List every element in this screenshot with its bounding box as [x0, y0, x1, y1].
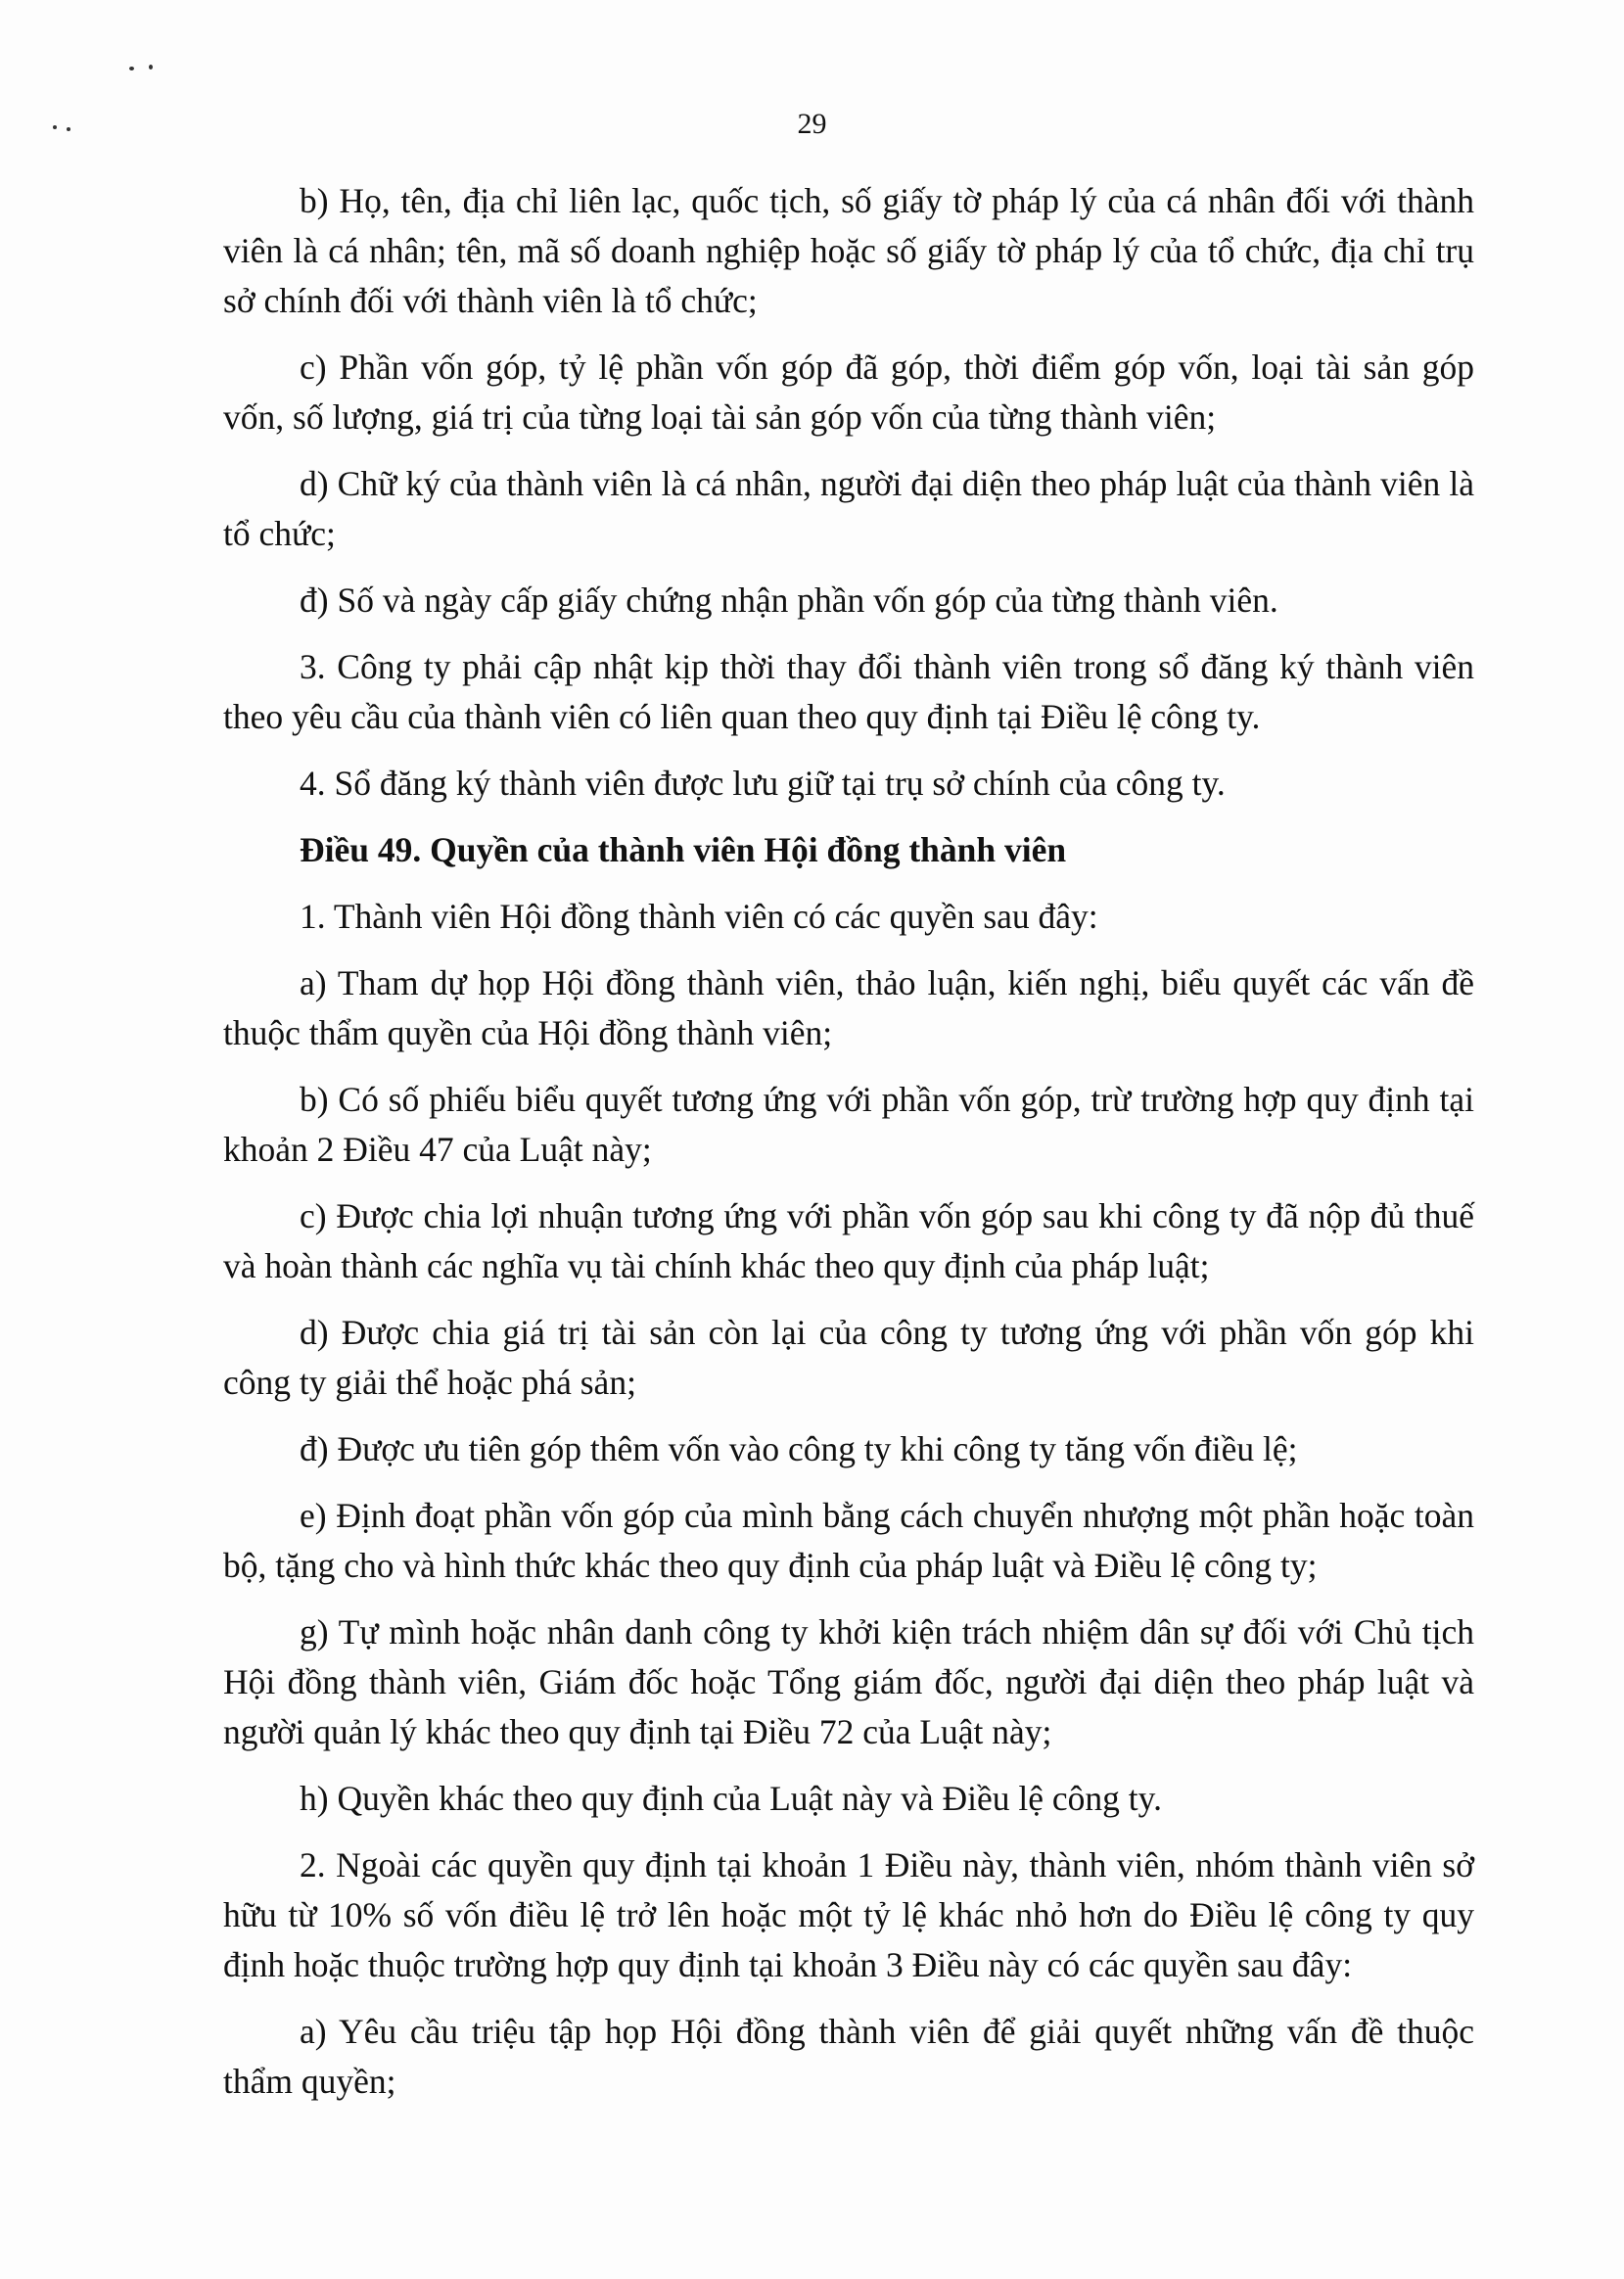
clause-3-register-update: 3. Công ty phải cập nhật kịp thời thay đổi thành viên trong sổ đăng ký thành viên theo yêu cầu của thành viên có liên quan theo quy định tại Điều lệ công ty. [223, 647, 1474, 736]
body-text [223, 176, 1474, 2123]
article-49-clause-2: 2. Ngoài các quyền quy định tại khoản 1 Điều này, thành viên, nhóm thành viên sở hữu từ 10% số vốn điều lệ trở lên hoặc một tỷ lệ khác nhỏ hơn do Điều lệ công ty quy định hoặc thuộc trường hợp quy định tại khoản 3 Điều này có các quyền sau đây: [223, 1845, 1474, 1984]
article-49-heading: Điều 49. Quyền của thành viên Hội đồng thành viên [300, 830, 1067, 869]
clause-d-signature: d) Chữ ký của thành viên là cá nhân, người đại diện theo pháp luật của thành viên là tổ chức; [223, 464, 1474, 553]
article-49-point-d: d) Được chia giá trị tài sản còn lại của công ty tương ứng với phần vốn góp khi công ty giải thể hoặc phá sản; [223, 1313, 1474, 1402]
article-49-point-e: e) Định đoạt phần vốn góp của mình bằng cách chuyển nhượng một phần hoặc toàn bộ, tặng cho và hình thức khác theo quy định của pháp luật và Điều lệ công ty; [223, 1496, 1474, 1585]
clause-dd-certificate: đ) Số và ngày cấp giấy chứng nhận phần vốn góp của từng thành viên. [300, 581, 1278, 620]
clause-b-member-details: b) Họ, tên, địa chỉ liên lạc, quốc tịch, số giấy tờ pháp lý của cá nhân đối với thành viên là cá nhân; tên, mã số doanh nghiệp hoặc số giấy tờ pháp lý của tổ chức, địa chỉ trụ sở chính đối với thành viên là tổ chức; [223, 181, 1474, 320]
article-49-point-g: g) Tự mình hoặc nhân danh công ty khởi kiện trách nhiệm dân sự đối với Chủ tịch Hội đồng thành viên, Giám đốc hoặc Tổng giám đốc, người đại diện theo pháp luật và người quản lý khác theo quy định tại Điều 72 của Luật này; [223, 1612, 1474, 1751]
article-49-point-b: b) Có số phiếu biểu quyết tương ứng với phần vốn góp, trừ trường hợp quy định tại khoản 2 Điều 47 của Luật này; [223, 1080, 1474, 1169]
clause-c-capital-contribution: c) Phần vốn góp, tỷ lệ phần vốn góp đã góp, thời điểm góp vốn, loại tài sản góp vốn, số lượng, giá trị của từng loại tài sản góp vốn của từng thành viên; [223, 348, 1474, 437]
scan-speck [149, 65, 153, 70]
page-number: 29 [797, 108, 827, 140]
article-49-clause-2-point-a: a) Yêu cầu triệu tập họp Hội đồng thành viên để giải quyết những vấn đề thuộc thẩm quyền; [223, 2012, 1474, 2101]
article-49-point-h: h) Quyền khác theo quy định của Luật này và Điều lệ công ty. [300, 1779, 1162, 1818]
article-49-point-a: a) Tham dự họp Hội đồng thành viên, thảo luận, kiến nghị, biểu quyết các vấn đề thuộc thẩm quyền của Hội đồng thành viên; [223, 963, 1474, 1052]
clause-4-register-storage: 4. Sổ đăng ký thành viên được lưu giữ tại trụ sở chính của công ty. [300, 764, 1226, 803]
article-49-point-dd: đ) Được ưu tiên góp thêm vốn vào công ty khi công ty tăng vốn điều lệ; [300, 1429, 1298, 1468]
article-49-point-c: c) Được chia lợi nhuận tương ứng với phần vốn góp sau khi công ty đã nộp đủ thuế và hoàn thành các nghĩa vụ tài chính khác theo quy định của pháp luật; [223, 1196, 1474, 1285]
article-49-clause-1: 1. Thành viên Hội đồng thành viên có các quyền sau đây: [300, 897, 1098, 936]
scan-speck [129, 67, 134, 70]
